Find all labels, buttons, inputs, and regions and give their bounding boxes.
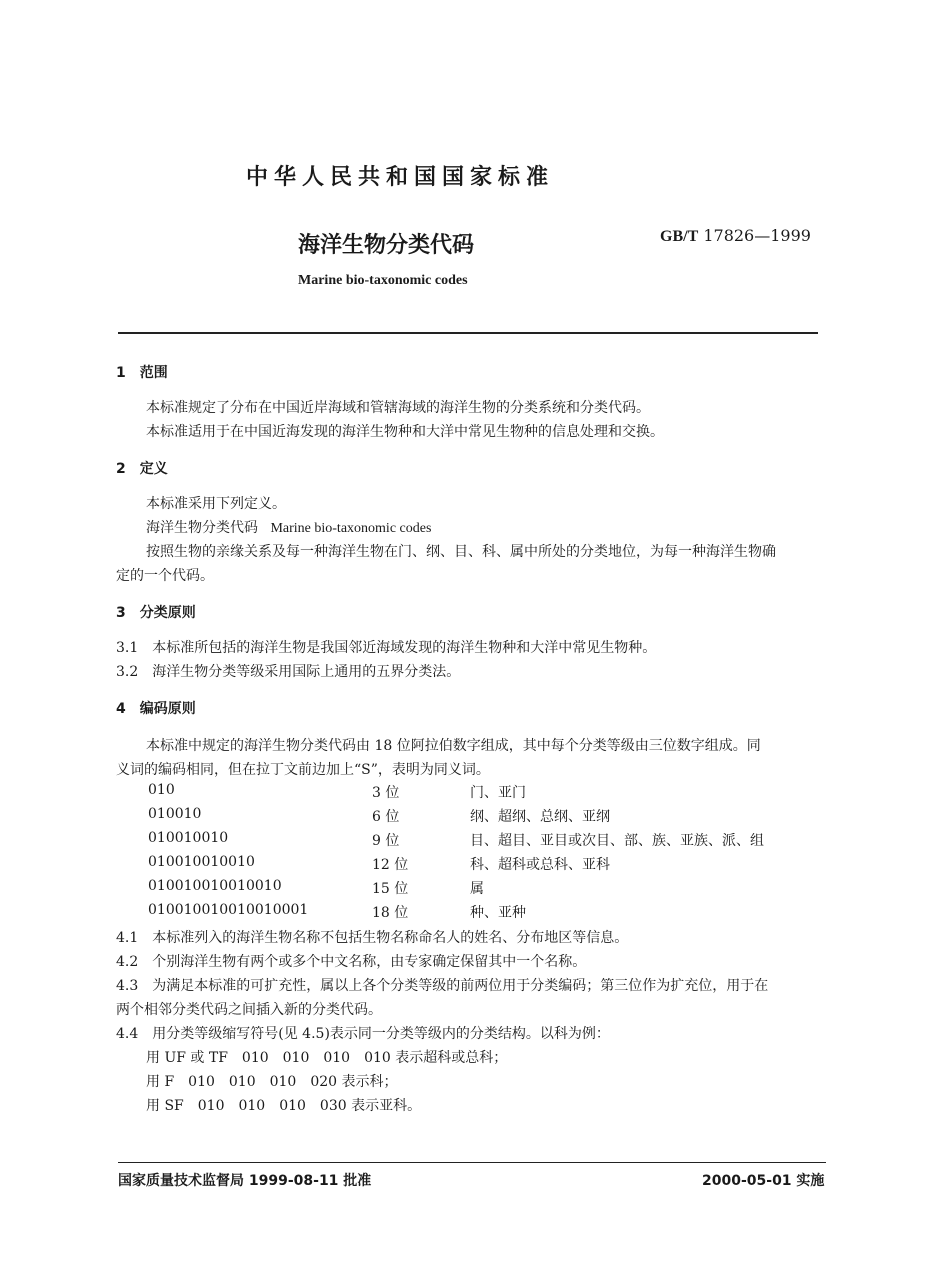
section-1-para-1: 本标准规定了分布在中国近岸海域和管辖海域的海洋生物的分类系统和分类代码。: [146, 400, 650, 416]
code-row-4-digits: 12 位: [372, 857, 409, 873]
section-2-heading: 2 定义: [116, 461, 168, 477]
section-4-intro-a: 本标准中规定的海洋生物分类代码由 18 位阿拉伯数字组成，其中每个分类等级由三位数字组成。同: [146, 738, 761, 754]
code-row-3-code: 010010010: [148, 830, 229, 846]
term-english: Marine bio-taxonomic codes: [270, 521, 432, 536]
section-2-term: [146, 516, 431, 541]
code-row-5-digits: 15 位: [372, 881, 409, 897]
section-4-3a: 4.3 为满足本标准的可扩充性，属以上各个分类等级的前两位用于分类编码；第三位作为扩充位，用于在: [116, 978, 769, 994]
standard-title: 中华人民共和国国家标准: [245, 165, 554, 190]
standard-number: 17826—1999: [703, 226, 811, 245]
section-4-4-example-3: 用 SF 010 010 010 030 表示亚科。: [146, 1098, 422, 1114]
section-2-para-2a: 按照生物的亲缘关系及每一种海洋生物在门、纲、目、科、属中所处的分类地位，为每一种海洋生物确: [146, 544, 776, 560]
footer-divider: [118, 1162, 826, 1163]
standard-code: [660, 226, 811, 246]
code-row-2-levels: 纲、超纲、总纲、亚纲: [470, 809, 610, 825]
section-4-1: 4.1 本标准列入的海洋生物名称不包括生物名称命名人的姓名、分布地区等信息。: [116, 930, 629, 946]
code-row-1-digits: 3 位: [372, 785, 400, 801]
code-row-6-levels: 种、亚种: [470, 905, 526, 921]
code-row-1-code: 010: [148, 782, 175, 798]
section-4-4: 4.4 用分类等级缩写符号(见 4.5)表示同一分类等级内的分类结构。以科为例：: [116, 1026, 610, 1042]
section-3-1: 3.1 本标准所包括的海洋生物是我国邻近海域发现的海洋生物种和大洋中常见生物种。: [116, 640, 657, 656]
implementation-date: 2000-05-01 实施: [702, 1173, 825, 1189]
section-1-heading: 1 范围: [116, 365, 168, 381]
code-row-5-levels: 属: [470, 881, 484, 897]
header-divider: [118, 332, 818, 334]
section-4-4-example-1: 用 UF 或 TF 010 010 010 010 表示超科或总科；: [146, 1050, 508, 1066]
section-4-3b: 两个相邻分类代码之间插入新的分类代码。: [116, 1002, 382, 1018]
code-row-1-levels: 门、亚门: [470, 785, 526, 801]
document-title: 海洋生物分类代码: [298, 233, 475, 258]
section-4-intro-b: 义词的编码相同，但在拉丁文前边加上“S”，表明为同义词。: [116, 762, 490, 778]
code-row-5-code: 010010010010010: [148, 878, 282, 894]
standard-prefix: GB/T: [660, 228, 699, 245]
code-row-6-code: 010010010010010001: [148, 902, 309, 918]
section-2-para-1: 本标准采用下列定义。: [146, 496, 286, 512]
code-row-2-digits: 6 位: [372, 809, 400, 825]
section-1-para-2: 本标准适用于在中国近海发现的海洋生物种和大洋中常见生物种的信息处理和交换。: [146, 424, 664, 440]
section-3-heading: 3 分类原则: [116, 605, 196, 621]
term-chinese: 海洋生物分类代码: [146, 520, 258, 536]
code-row-4-levels: 科、超科或总科、亚科: [470, 857, 610, 873]
section-4-4-example-2: 用 F 010 010 010 020 表示科；: [146, 1074, 398, 1090]
section-3-2: 3.2 海洋生物分类等级采用国际上通用的五界分类法。: [116, 664, 461, 680]
code-row-4-code: 010010010010: [148, 854, 255, 870]
approval-line: 国家质量技术监督局 1999-08-11 批准: [118, 1173, 372, 1189]
section-4-heading: 4 编码原则: [116, 701, 196, 717]
section-2-para-2b: 定的一个代码。: [116, 568, 214, 584]
code-row-2-code: 010010: [148, 806, 202, 822]
section-4-2: 4.2 个别海洋生物有两个或多个中文名称，由专家确定保留其中一个名称。: [116, 954, 587, 970]
code-row-6-digits: 18 位: [372, 905, 409, 921]
code-row-3-digits: 9 位: [372, 833, 400, 849]
code-row-3-levels: 目、超目、亚目或次目、部、族、亚族、派、组: [470, 833, 764, 849]
english-title: Marine bio-taxonomic codes: [298, 273, 468, 288]
